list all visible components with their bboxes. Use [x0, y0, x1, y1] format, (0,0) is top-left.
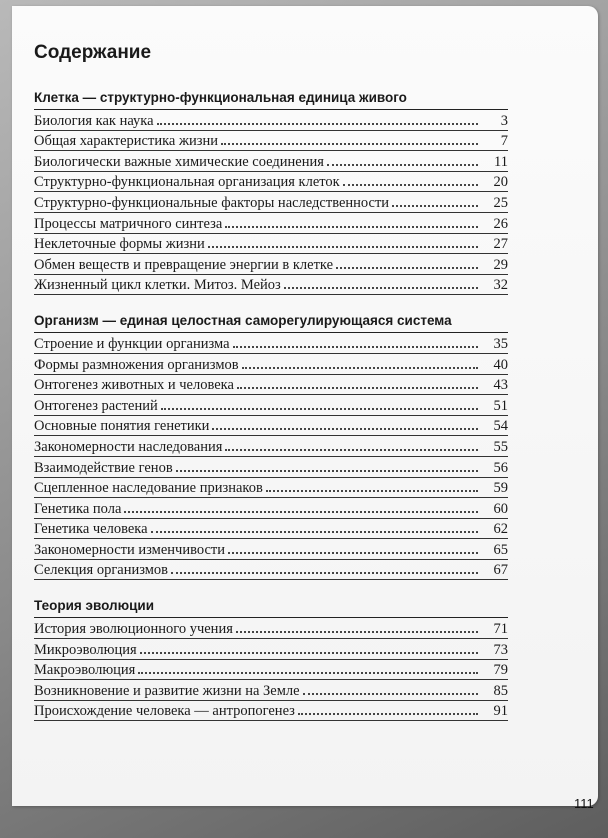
toc-entry-title: Онтогенез животных и человека	[34, 377, 234, 394]
dot-leader	[161, 407, 478, 410]
toc-entry-page: 67	[493, 562, 508, 579]
toc-entry	[34, 436, 508, 457]
toc-entry-title: Основные понятия генетики	[34, 418, 210, 435]
toc-entry-title: Процессы матричного синтеза	[34, 215, 223, 232]
toc-entry	[34, 375, 508, 396]
toc-entry-page: 20	[493, 174, 508, 191]
toc-entry	[34, 172, 508, 193]
dot-leader	[212, 427, 478, 430]
section-heading: Клетка — структурно-функциональная единица живого	[34, 90, 508, 110]
book-page	[12, 6, 598, 811]
dot-leader	[298, 712, 478, 715]
toc-entry-page: 7	[500, 133, 508, 150]
toc-section	[34, 90, 508, 295]
toc-entry-page: 85	[493, 682, 508, 699]
dot-leader	[225, 225, 478, 228]
toc-entry-title: Неклеточные формы жизни	[34, 236, 205, 253]
dot-leader	[138, 671, 478, 674]
toc-entry-title: Обмен веществ и превращение энергии в клетке	[34, 256, 334, 273]
toc-entry-page: 56	[493, 459, 508, 476]
toc-entry	[34, 457, 508, 478]
toc-entry-title: Формы размножения организмов	[34, 356, 239, 373]
toc-entry-title: Взаимодействие генов	[34, 459, 173, 476]
toc-entry	[34, 519, 508, 540]
toc-section	[34, 598, 508, 721]
toc-entry-title: Генетика человека	[34, 521, 148, 538]
toc-entry-title: Биология как наука	[34, 112, 154, 129]
toc-entry	[34, 539, 508, 560]
page-number: 111	[574, 796, 594, 811]
toc-entry-title: История эволюционного учения	[34, 621, 233, 638]
toc-entry	[34, 680, 508, 701]
toc-entry-page: 43	[493, 377, 508, 394]
dot-leader	[327, 163, 478, 166]
dot-leader	[208, 245, 478, 248]
dot-leader	[237, 386, 478, 389]
toc-entry	[34, 275, 508, 296]
toc-entry	[34, 660, 508, 681]
dot-leader	[124, 510, 478, 513]
toc-entry-title: Селекция организмов	[34, 562, 169, 579]
toc-entry-page: 65	[493, 541, 508, 558]
toc-entry-page: 91	[493, 703, 508, 720]
toc-entry-title: Происхождение человека — антропогенез	[34, 703, 295, 720]
dot-leader	[228, 551, 478, 554]
dot-leader	[151, 530, 478, 533]
toc-entry-page: 60	[493, 500, 508, 517]
toc-entry-page: 79	[493, 662, 508, 679]
toc-entry-title: Строение и функции организма	[34, 335, 230, 352]
toc-entry	[34, 560, 508, 581]
toc-entry-title: Биологически важные химические соединения	[34, 153, 324, 170]
dot-leader	[140, 651, 478, 654]
dot-leader	[157, 122, 478, 125]
toc-entry	[34, 192, 508, 213]
toc-entry-title: Структурно-функциональные факторы наследственности	[34, 194, 390, 211]
toc-entry-title: Закономерности наследования	[34, 438, 223, 455]
toc-entry	[34, 213, 508, 234]
toc-entry-page: 11	[494, 153, 508, 170]
toc-entry-page: 26	[493, 215, 508, 232]
dot-leader	[266, 489, 478, 492]
dot-leader	[242, 366, 478, 369]
toc-entry-page: 54	[493, 418, 508, 435]
toc-entry-title: Жизненный цикл клетки. Митоз. Мейоз	[34, 277, 281, 294]
toc-entry-page: 59	[493, 480, 508, 497]
toc-entry-page: 32	[493, 277, 508, 294]
toc-entry	[34, 234, 508, 255]
toc-entry-title: Структурно-функциональная организация клеток	[34, 174, 340, 191]
toc-entry	[34, 333, 508, 354]
toc-entry	[34, 110, 508, 131]
toc-entry-title: Общая характеристика жизни	[34, 133, 219, 150]
dot-leader	[176, 469, 478, 472]
dot-leader	[343, 183, 478, 186]
dot-leader	[171, 571, 478, 574]
toc-entry-page: 29	[493, 256, 508, 273]
dot-leader	[336, 266, 478, 269]
toc-entry-page: 27	[493, 236, 508, 253]
toc-entry	[34, 131, 508, 152]
toc-entry-title: Онтогенез растений	[34, 397, 158, 414]
toc-entry	[34, 498, 508, 519]
section-heading: Теория эволюции	[34, 598, 508, 618]
toc-entry-page: 71	[493, 621, 508, 638]
toc-entry-page: 25	[493, 194, 508, 211]
dot-leader	[303, 692, 478, 695]
toc-entry	[34, 354, 508, 375]
toc-entry	[34, 151, 508, 172]
toc-section	[34, 313, 508, 580]
section-heading: Организм — единая целостная саморегулирующаяся система	[34, 313, 508, 333]
toc-entry	[34, 701, 508, 722]
dot-leader	[221, 142, 478, 145]
toc-entry-title: Генетика пола	[34, 500, 122, 517]
toc-entry-title: Микроэволюция	[34, 641, 137, 658]
toc-entry-page: 51	[493, 397, 508, 414]
toc-entry	[34, 618, 508, 639]
dot-leader	[392, 204, 478, 207]
toc-entry	[34, 639, 508, 660]
dot-leader	[236, 630, 478, 633]
toc-entry-page: 3	[500, 112, 508, 129]
dot-leader	[233, 345, 478, 348]
toc-sections	[34, 90, 508, 721]
toc-entry	[34, 395, 508, 416]
toc-entry-title: Закономерности изменчивости	[34, 541, 225, 558]
toc-entry-page: 35	[493, 335, 508, 352]
table-of-contents	[34, 42, 508, 739]
toc-entry-title: Сцепленное наследование признаков	[34, 480, 263, 497]
toc-entry-page: 73	[493, 641, 508, 658]
toc-entry	[34, 416, 508, 437]
toc-entry-title: Возникновение и развитие жизни на Земле	[34, 682, 300, 699]
toc-entry-page: 40	[493, 356, 508, 373]
dot-leader	[225, 448, 478, 451]
toc-entry-page: 55	[493, 438, 508, 455]
toc-entry-title: Макроэволюция	[34, 662, 136, 679]
toc-entry	[34, 254, 508, 275]
page-title: Содержание	[34, 42, 152, 63]
dot-leader	[284, 286, 478, 289]
toc-entry-page: 62	[493, 521, 508, 538]
toc-entry	[34, 478, 508, 499]
